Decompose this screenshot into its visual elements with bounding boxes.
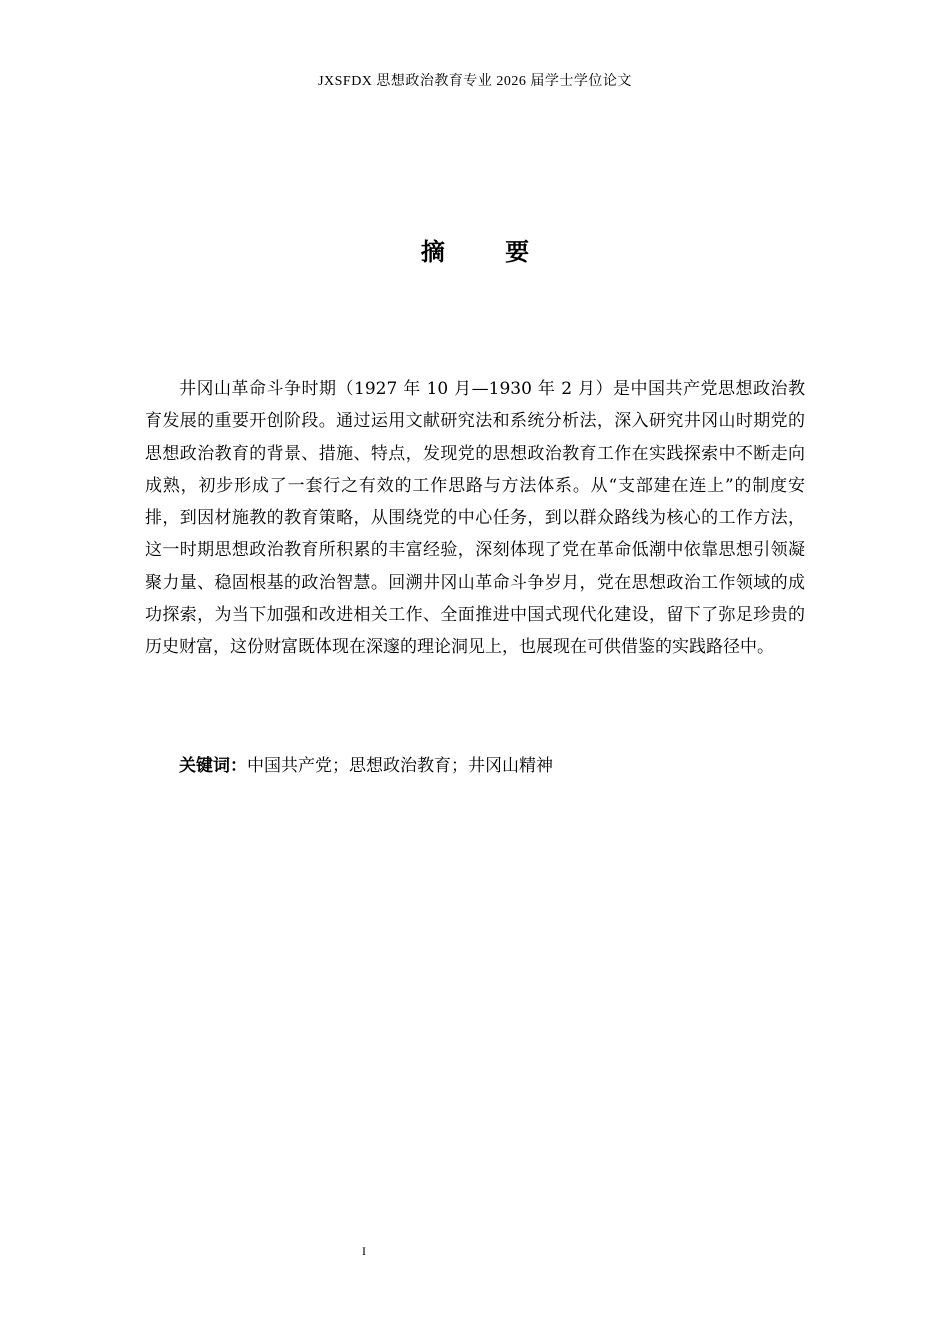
keywords-value: 中国共产党；思想政治教育；井冈山精神 <box>247 756 553 776</box>
abstract-body: 井冈山革命斗争时期（1927 年 10 月—1930 年 2 月）是中国共产党思想政治教育发展的重要开创阶段。通过运用文献研究法和系统分析法，深入研究井冈山时期党的思想政治教育的背景、措施、特点，发现党的思想政治教育工作在实践探索中不断走向成熟，初步形成了一套行之有效的工作思路与方法体系。从“支部建在连上”的制度安排，到因材施教的教育策略，从围绕党的中心任务，到以群众路线为核心的工作方法，这一时期思想政治教育所积累的丰富经验，深刻体现了党在革命低潮中依靠思想引领凝聚力量、稳固根基的政治智慧。回溯井冈山革命斗争岁月，党在思想政治工作领域的成功探索，为当下加强和改进相关工作、全面推进中国式现代化建设，留下了弥足珍贵的历史财富，这份财富既体现在深邃的理论洞见上，也展现在可供借鉴的实践路径中。 <box>145 379 805 658</box>
abstract-title: 摘 要 <box>420 238 556 266</box>
keywords-line <box>145 752 805 780</box>
page-number: I <box>362 1244 366 1258</box>
keywords-label: 关键词： <box>179 756 247 776</box>
running-header: JXSFDX 思想政治教育专业 2026 届学士学位论文 <box>318 74 632 89</box>
